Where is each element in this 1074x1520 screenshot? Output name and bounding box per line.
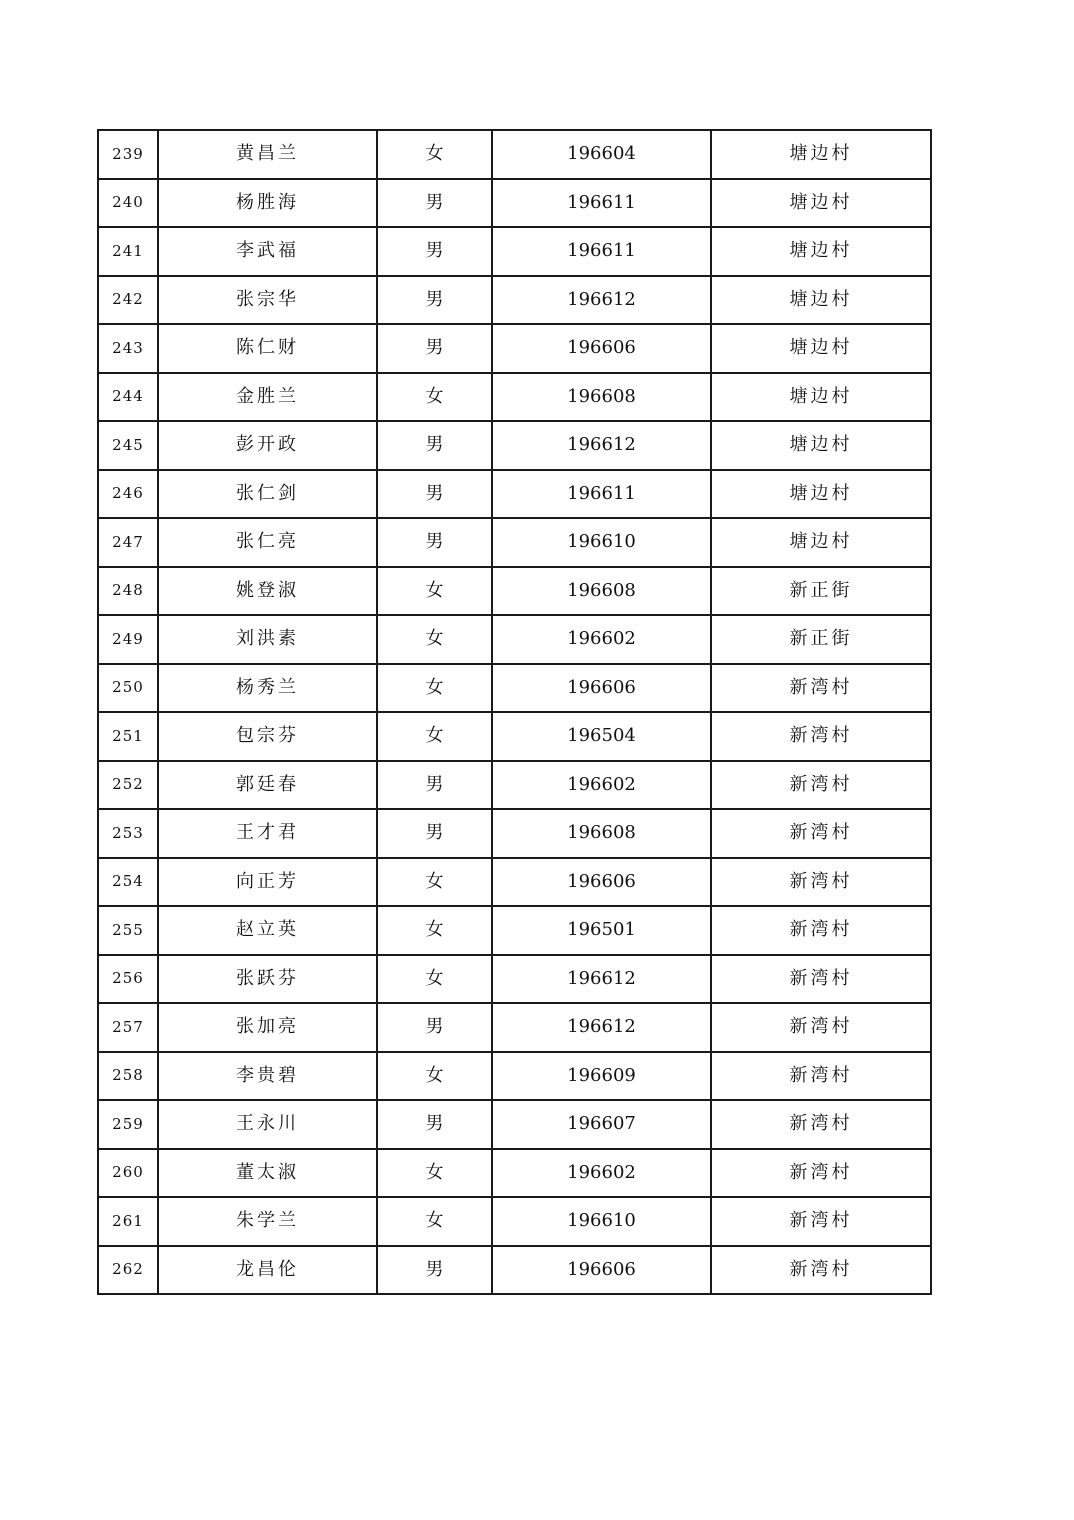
- village-cell: 新正街: [711, 615, 931, 664]
- village-cell: 塘边村: [711, 130, 931, 179]
- village-cell: 塘边村: [711, 276, 931, 325]
- birth-date-cell: 196504: [492, 712, 711, 761]
- birth-date-cell: 196611: [492, 227, 711, 276]
- birth-date-cell: 196602: [492, 761, 711, 810]
- table-row: [98, 906, 931, 955]
- row-number-cell: 260: [98, 1149, 158, 1198]
- row-number-cell: 258: [98, 1052, 158, 1101]
- gender-cell: 男: [377, 179, 492, 228]
- gender-cell: 女: [377, 615, 492, 664]
- name-cell: 李贵碧: [158, 1052, 377, 1101]
- village-cell: 新正街: [711, 567, 931, 616]
- roster-table-body: [98, 130, 931, 1294]
- birth-date-cell: 196606: [492, 664, 711, 713]
- village-cell: 新湾村: [711, 1246, 931, 1295]
- table-row: [98, 955, 931, 1004]
- table-row: [98, 276, 931, 325]
- gender-cell: 女: [377, 567, 492, 616]
- row-number-cell: 252: [98, 761, 158, 810]
- name-cell: 李武福: [158, 227, 377, 276]
- table-row: [98, 227, 931, 276]
- birth-date-cell: 196602: [492, 1149, 711, 1198]
- table-row: [98, 809, 931, 858]
- table-row: [98, 1246, 931, 1295]
- birth-date-cell: 196611: [492, 470, 711, 519]
- row-number-cell: 247: [98, 518, 158, 567]
- name-cell: 张跃芬: [158, 955, 377, 1004]
- gender-cell: 女: [377, 664, 492, 713]
- row-number-cell: 259: [98, 1100, 158, 1149]
- name-cell: 赵立英: [158, 906, 377, 955]
- table-row: [98, 615, 931, 664]
- birth-date-cell: 196612: [492, 276, 711, 325]
- birth-date-cell: 196610: [492, 1197, 711, 1246]
- name-cell: 董太淑: [158, 1149, 377, 1198]
- village-cell: 新湾村: [711, 664, 931, 713]
- gender-cell: 女: [377, 858, 492, 907]
- table-row: [98, 761, 931, 810]
- village-cell: 新湾村: [711, 1149, 931, 1198]
- name-cell: 向正芳: [158, 858, 377, 907]
- village-cell: 新湾村: [711, 955, 931, 1004]
- table-row: [98, 1197, 931, 1246]
- row-number-cell: 239: [98, 130, 158, 179]
- name-cell: 张仁亮: [158, 518, 377, 567]
- table-row: [98, 1052, 931, 1101]
- gender-cell: 女: [377, 1197, 492, 1246]
- row-number-cell: 253: [98, 809, 158, 858]
- birth-date-cell: 196609: [492, 1052, 711, 1101]
- birth-date-cell: 196606: [492, 324, 711, 373]
- name-cell: 包宗芬: [158, 712, 377, 761]
- gender-cell: 女: [377, 906, 492, 955]
- birth-date-cell: 196608: [492, 809, 711, 858]
- row-number-cell: 257: [98, 1003, 158, 1052]
- gender-cell: 女: [377, 712, 492, 761]
- gender-cell: 男: [377, 227, 492, 276]
- row-number-cell: 254: [98, 858, 158, 907]
- birth-date-cell: 196612: [492, 421, 711, 470]
- row-number-cell: 255: [98, 906, 158, 955]
- gender-cell: 男: [377, 518, 492, 567]
- name-cell: 王永川: [158, 1100, 377, 1149]
- birth-date-cell: 196612: [492, 1003, 711, 1052]
- name-cell: 陈仁财: [158, 324, 377, 373]
- village-cell: 新湾村: [711, 1003, 931, 1052]
- table-row: [98, 712, 931, 761]
- row-number-cell: 261: [98, 1197, 158, 1246]
- name-cell: 朱学兰: [158, 1197, 377, 1246]
- name-cell: 杨秀兰: [158, 664, 377, 713]
- gender-cell: 男: [377, 1100, 492, 1149]
- birth-date-cell: 196501: [492, 906, 711, 955]
- table-row: [98, 858, 931, 907]
- table-row: [98, 664, 931, 713]
- village-cell: 塘边村: [711, 179, 931, 228]
- table-row: [98, 179, 931, 228]
- roster-table: [97, 129, 932, 1295]
- gender-cell: 女: [377, 955, 492, 1004]
- row-number-cell: 244: [98, 373, 158, 422]
- name-cell: 杨胜海: [158, 179, 377, 228]
- village-cell: 新湾村: [711, 712, 931, 761]
- table-row: [98, 1100, 931, 1149]
- name-cell: 郭廷春: [158, 761, 377, 810]
- table-row: [98, 421, 931, 470]
- gender-cell: 女: [377, 1149, 492, 1198]
- birth-date-cell: 196608: [492, 373, 711, 422]
- table-row: [98, 1003, 931, 1052]
- village-cell: 塘边村: [711, 470, 931, 519]
- gender-cell: 男: [377, 421, 492, 470]
- village-cell: 新湾村: [711, 1197, 931, 1246]
- name-cell: 张仁剑: [158, 470, 377, 519]
- birth-date-cell: 196604: [492, 130, 711, 179]
- village-cell: 新湾村: [711, 858, 931, 907]
- gender-cell: 男: [377, 1246, 492, 1295]
- table-row: [98, 470, 931, 519]
- birth-date-cell: 196612: [492, 955, 711, 1004]
- name-cell: 刘洪素: [158, 615, 377, 664]
- name-cell: 龙昌伦: [158, 1246, 377, 1295]
- birth-date-cell: 196607: [492, 1100, 711, 1149]
- birth-date-cell: 196606: [492, 858, 711, 907]
- birth-date-cell: 196606: [492, 1246, 711, 1295]
- birth-date-cell: 196602: [492, 615, 711, 664]
- table-row: [98, 1149, 931, 1198]
- name-cell: 黄昌兰: [158, 130, 377, 179]
- gender-cell: 男: [377, 276, 492, 325]
- table-row: [98, 518, 931, 567]
- row-number-cell: 249: [98, 615, 158, 664]
- gender-cell: 男: [377, 1003, 492, 1052]
- village-cell: 塘边村: [711, 227, 931, 276]
- gender-cell: 男: [377, 470, 492, 519]
- name-cell: 王才君: [158, 809, 377, 858]
- row-number-cell: 256: [98, 955, 158, 1004]
- table-row: [98, 324, 931, 373]
- birth-date-cell: 196611: [492, 179, 711, 228]
- village-cell: 新湾村: [711, 906, 931, 955]
- village-cell: 新湾村: [711, 1100, 931, 1149]
- name-cell: 张宗华: [158, 276, 377, 325]
- village-cell: 塘边村: [711, 324, 931, 373]
- row-number-cell: 240: [98, 179, 158, 228]
- gender-cell: 男: [377, 324, 492, 373]
- row-number-cell: 248: [98, 567, 158, 616]
- table-row: [98, 130, 931, 179]
- gender-cell: 女: [377, 1052, 492, 1101]
- village-cell: 新湾村: [711, 1052, 931, 1101]
- village-cell: 新湾村: [711, 809, 931, 858]
- gender-cell: 女: [377, 130, 492, 179]
- name-cell: 张加亮: [158, 1003, 377, 1052]
- name-cell: 金胜兰: [158, 373, 377, 422]
- row-number-cell: 245: [98, 421, 158, 470]
- gender-cell: 男: [377, 761, 492, 810]
- gender-cell: 男: [377, 809, 492, 858]
- table-row: [98, 373, 931, 422]
- row-number-cell: 242: [98, 276, 158, 325]
- row-number-cell: 246: [98, 470, 158, 519]
- row-number-cell: 262: [98, 1246, 158, 1295]
- row-number-cell: 251: [98, 712, 158, 761]
- gender-cell: 女: [377, 373, 492, 422]
- name-cell: 姚登淑: [158, 567, 377, 616]
- name-cell: 彭开政: [158, 421, 377, 470]
- village-cell: 塘边村: [711, 421, 931, 470]
- row-number-cell: 243: [98, 324, 158, 373]
- village-cell: 塘边村: [711, 373, 931, 422]
- village-cell: 新湾村: [711, 761, 931, 810]
- village-cell: 塘边村: [711, 518, 931, 567]
- birth-date-cell: 196610: [492, 518, 711, 567]
- row-number-cell: 241: [98, 227, 158, 276]
- row-number-cell: 250: [98, 664, 158, 713]
- birth-date-cell: 196608: [492, 567, 711, 616]
- table-row: [98, 567, 931, 616]
